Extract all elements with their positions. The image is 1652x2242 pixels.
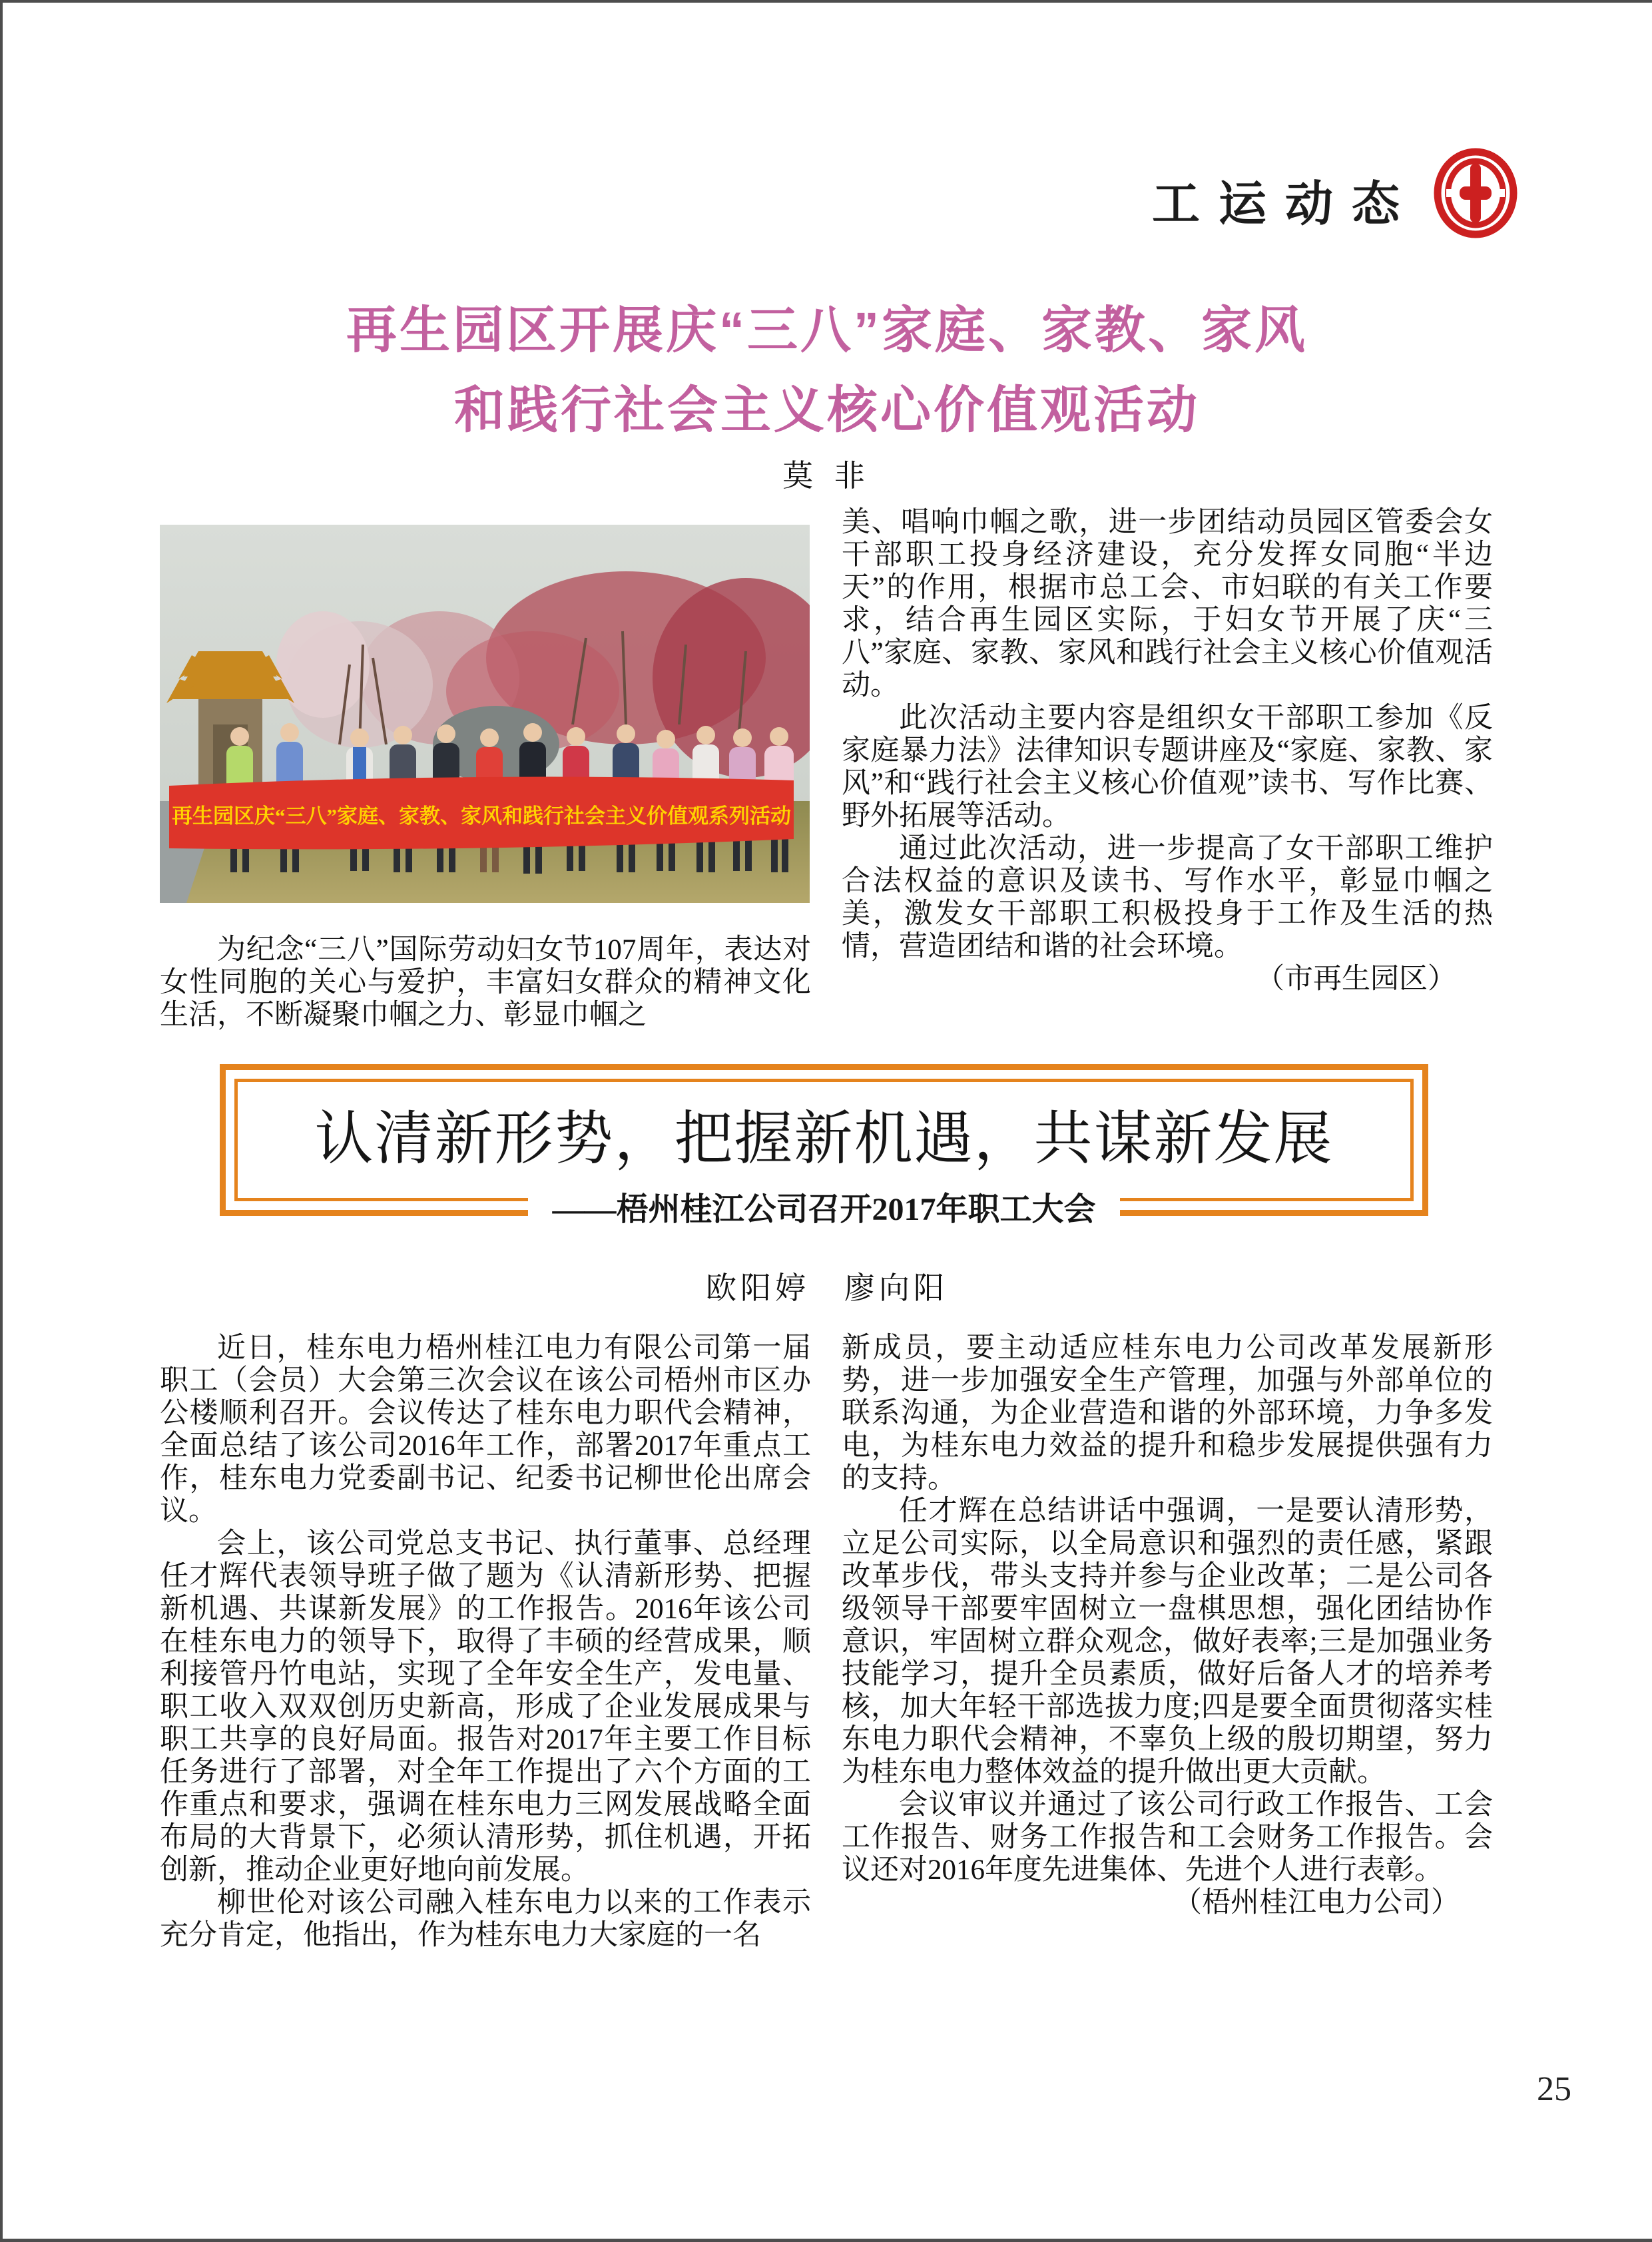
- masthead-title: 工运动态: [1152, 178, 1419, 231]
- union-emblem-icon: [1433, 148, 1518, 238]
- article2-paragraph: 近日，桂东电力梧州桂江电力有限公司第一届职工（会员）大会第三次会议在该公司梧州市区办公楼顺利召开。会议传达了桂东电力职代会精神，全面总结了该公司2016年工作，部署2017年重点工作，桂东电力党委副书记、纪委书记柳世伦出席会议。: [160, 1332, 811, 1527]
- scan-edge-top: [0, 0, 1652, 3]
- article1-title-line2: 和践行社会主义核心价值观活动: [454, 382, 1200, 439]
- article2-paragraph: 任才辉在总结讲话中强调，一是要认清形势，立足公司实际，以全局意识和强烈的责任感，紧跟改革步伐，带头支持并参与企业改革；二是公司各级领导干部要牢固树立一盘棋思想，强化团结协作意识，牢固树立群众观念，做好表率;三是加强业务技能学习，提升全员素质，做好后备人才的培养考核，加大年轻干部选拔力度;四是要全面贯彻落实桂东电力职代会精神，不辜负上级的殷切期望，努力为桂东电力整体效益的提升做出更大贡献。: [842, 1496, 1493, 1788]
- article1-paragraph: 为纪念“三八”国际劳动妇女节107周年，表达对女性同胞的关心与爱护，丰富妇女群众的精神文化生活，不断凝聚巾帼之力、彰显巾帼之: [160, 934, 811, 1031]
- article1-title-line1: 再生园区开展庆“三八”家庭、家教、家风: [346, 302, 1308, 359]
- article2-authors: 欧阳婷 廖向阳: [706, 1271, 948, 1305]
- page-number: 25: [1537, 2070, 1571, 2108]
- article1-attribution: （市再生园区）: [1256, 964, 1456, 995]
- article2-subtitle: [220, 1189, 1428, 1231]
- article1-paragraph: 通过此次活动，进一步提高了女干部职工维护合法权益的意识及读书、写作水平，彰显巾帼之美，激发女干部职工积极投身于工作及生活的热情，营造团结和谐的社会环境。: [842, 833, 1493, 962]
- photo-banner-text: 再生园区庆“三八”家庭、家教、家风和践行社会主义价值观系列活动: [172, 804, 791, 828]
- article1-right-column: [842, 506, 1493, 995]
- article2-subtitle-text: ——梧州桂江公司召开2017年职工大会: [528, 1189, 1119, 1231]
- scan-edge-left: [0, 0, 3, 2242]
- article1-left-column: [160, 934, 811, 1031]
- photo-banner: [169, 777, 794, 850]
- article2-paragraph: 新成员，要主动适应桂东电力公司改革发展新形势，进一步加强安全生产管理，加强与外部单位的联系沟通，为企业营造和谐的外部环境，力争多发电，为桂东电力效益的提升和稳步发展提供强有力的支持。: [842, 1332, 1493, 1494]
- article2-left-column: [160, 1332, 811, 1952]
- scan-edge-bottom: [0, 2239, 1652, 2242]
- article2-title: 认清新形势，把握新机遇，共谋新发展: [314, 1107, 1334, 1172]
- article2-paragraph: 会议审议并通过了该公司行政工作报告、工会工作报告、财务工作报告和工会财务工作报告。会议还对2016年度先进集体、先进个人进行表彰。: [842, 1789, 1493, 1886]
- article2-paragraph: 柳世伦对该公司融入桂东电力以来的工作表示充分肯定，他指出，作为桂东电力大家庭的一名: [160, 1887, 811, 1951]
- article2-paragraph: 会上，该公司党总支书记、执行董事、总经理任才辉代表领导班子做了题为《认清新形势、把握新机遇、共谋新发展》的工作报告。2016年该公司在桂东电力的领导下，取得了丰硕的经营成果，顺利接管丹竹电站，实现了全年安全生产，发电量、职工收入双双创历史新高，形成了企业发展成果与职工共享的良好局面。报告对2017年主要工作目标任务进行了部署，对全年工作提出了六个方面的工作重点和要求，强调在桂东电力三网发展战略全面布局的大背景下，必须认清形势，抓住机遇，开拓创新，推动企业更好地向前发展。: [160, 1528, 811, 1886]
- article1-paragraph: 美、唱响巾帼之歌，进一步团结动员园区管委会女干部职工投身经济建设，充分发挥女同胞“半边天”的作用，根据市总工会、市妇联的有关工作要求，结合再生园区实际，于妇女节开展了庆“三八”家庭、家教、家风和践行社会主义核心价值观活动。: [842, 507, 1493, 701]
- article1-author: 莫 非: [782, 459, 872, 493]
- article2-right-column: [842, 1332, 1493, 1919]
- article1-paragraph: 此次活动主要内容是组织女干部职工参加《反家庭暴力法》法律知识专题讲座及“家庭、家教、家风”和“践行社会主义核心价值观”读书、写作比赛、野外拓展等活动。: [842, 702, 1493, 832]
- article1-photo: [160, 525, 810, 903]
- article2-attribution: （梧州桂江电力公司）: [1173, 1887, 1460, 1918]
